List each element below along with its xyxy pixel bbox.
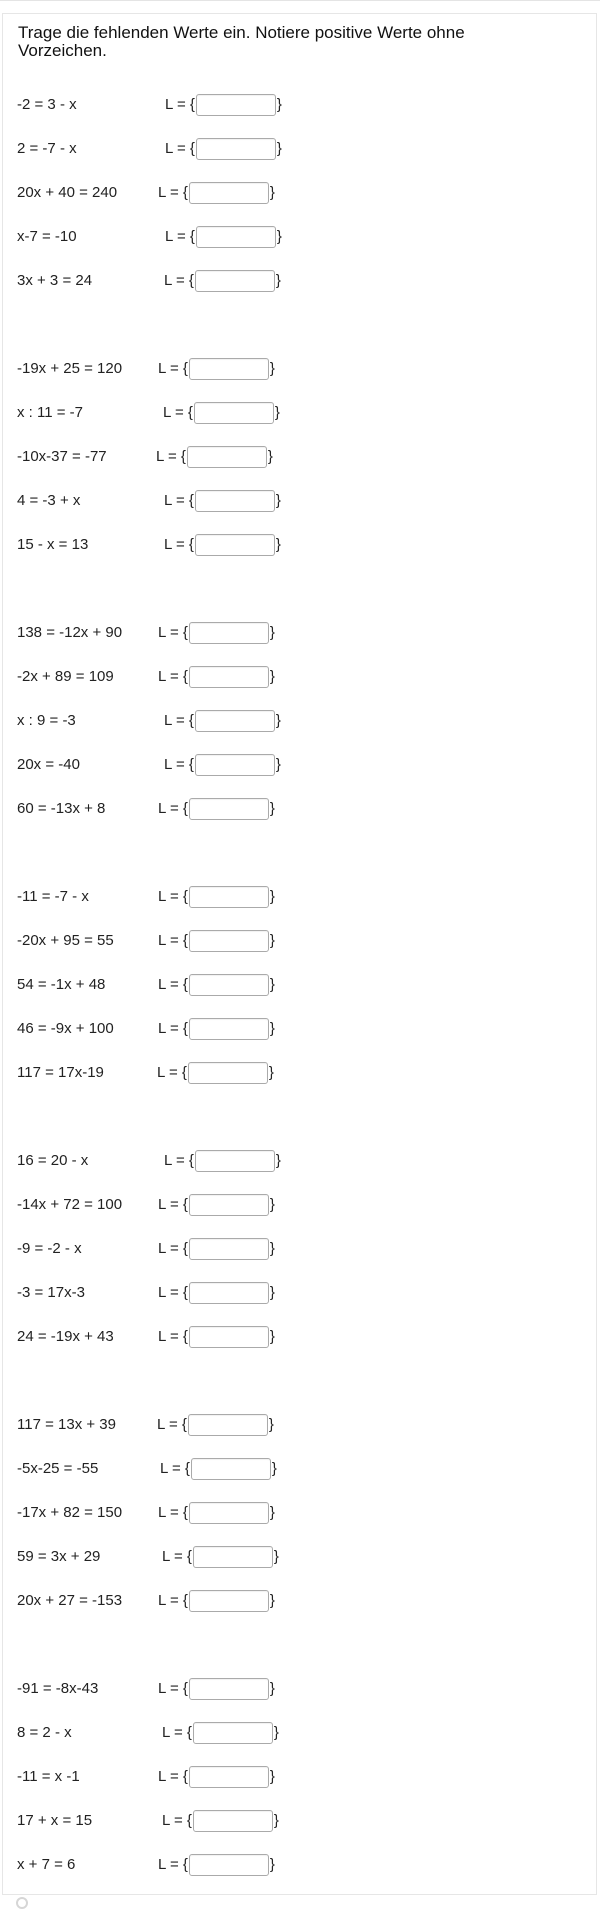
equation-text: 20x + 40 = 240 bbox=[17, 184, 118, 201]
solution-set bbox=[162, 1723, 279, 1743]
equation-row bbox=[0, 1014, 600, 1044]
solution-set-close: } bbox=[269, 1856, 275, 1873]
equation-group bbox=[0, 1, 600, 289]
solution-set-close: } bbox=[269, 888, 275, 905]
equation-text: 117 = 13x + 39 bbox=[17, 1416, 116, 1433]
equation-text: 20x = -40 bbox=[17, 756, 80, 773]
solution-set-close: } bbox=[275, 536, 281, 553]
solution-set-label: L = { bbox=[157, 1064, 187, 1081]
equation-text: -9 = -2 - x bbox=[17, 1240, 82, 1257]
solution-set-label: L = { bbox=[158, 1504, 188, 1521]
solution-set bbox=[165, 139, 282, 159]
solution-set-label: L = { bbox=[158, 184, 188, 201]
solution-set bbox=[158, 975, 275, 995]
equation-text: 138 = -12x + 90 bbox=[17, 624, 123, 641]
answer-input[interactable] bbox=[189, 666, 269, 688]
equation-row bbox=[0, 1278, 600, 1308]
equation-row bbox=[0, 618, 600, 648]
equation-text: -17x + 82 = 150 bbox=[17, 1504, 123, 1521]
equation-text: -10x-37 = -77 bbox=[17, 448, 107, 465]
solution-set-close: } bbox=[269, 1592, 275, 1609]
solution-set-close: } bbox=[276, 228, 282, 245]
solution-set-label: L = { bbox=[158, 888, 188, 905]
answer-input[interactable] bbox=[189, 1854, 269, 1876]
equation-text: 4 = -3 + x bbox=[17, 492, 81, 509]
equation-row bbox=[0, 1190, 600, 1220]
equation-text: -20x + 95 = 55 bbox=[17, 932, 114, 949]
solution-set-label: L = { bbox=[165, 140, 195, 157]
solution-set bbox=[160, 1459, 277, 1479]
answer-input[interactable] bbox=[189, 1238, 269, 1260]
equation-row bbox=[0, 662, 600, 692]
answer-input[interactable] bbox=[191, 1458, 271, 1480]
solution-set-label: L = { bbox=[158, 360, 188, 377]
solution-set-label: L = { bbox=[158, 1768, 188, 1785]
solution-set-label: L = { bbox=[160, 1460, 190, 1477]
equation-row bbox=[0, 442, 600, 472]
equation-text: -5x-25 = -55 bbox=[17, 1460, 99, 1477]
solution-set-label: L = { bbox=[162, 1812, 192, 1829]
solution-set-close: } bbox=[276, 96, 282, 113]
solution-set-close: } bbox=[273, 1548, 279, 1565]
solution-set bbox=[158, 1195, 275, 1215]
solution-set-label: L = { bbox=[165, 96, 195, 113]
equation-text: -11 = -7 - x bbox=[17, 888, 89, 905]
equation-text: -19x + 25 = 120 bbox=[17, 360, 123, 377]
answer-input[interactable] bbox=[196, 226, 276, 248]
answer-input[interactable] bbox=[189, 182, 269, 204]
solution-set-label: L = { bbox=[158, 1592, 188, 1609]
solution-set-label: L = { bbox=[157, 1416, 187, 1433]
solution-set bbox=[158, 623, 275, 643]
equation-row bbox=[0, 1498, 600, 1528]
equation-row bbox=[0, 486, 600, 516]
solution-set bbox=[158, 887, 275, 907]
answer-input[interactable] bbox=[188, 1414, 268, 1436]
equation-group bbox=[0, 1321, 600, 1609]
equation-text: 20x + 27 = -153 bbox=[17, 1592, 123, 1609]
equation-row bbox=[0, 1146, 600, 1176]
solution-set bbox=[163, 403, 280, 423]
equation-row bbox=[0, 1850, 600, 1880]
solution-set-label: L = { bbox=[158, 1196, 188, 1213]
solution-set-close: } bbox=[269, 1504, 275, 1521]
page-corner-icon bbox=[16, 1897, 28, 1909]
solution-set-close: } bbox=[269, 1020, 275, 1037]
solution-set-label: L = { bbox=[158, 1020, 188, 1037]
solution-set-label: L = { bbox=[164, 272, 194, 289]
equation-row bbox=[0, 706, 600, 736]
solution-set bbox=[162, 1811, 279, 1831]
solution-set-label: L = { bbox=[158, 624, 188, 641]
equation-group bbox=[0, 265, 600, 553]
solution-set bbox=[157, 1415, 274, 1435]
answer-input[interactable] bbox=[195, 754, 275, 776]
equation-row bbox=[0, 134, 600, 164]
solution-set-close: } bbox=[275, 492, 281, 509]
equation-text: x-7 = -10 bbox=[17, 228, 77, 245]
equation-text: 54 = -1x + 48 bbox=[17, 976, 106, 993]
equation-text: -2 = 3 - x bbox=[17, 96, 77, 113]
solution-set bbox=[164, 711, 281, 731]
solution-set-close: } bbox=[269, 1328, 275, 1345]
equation-text: 17 + x = 15 bbox=[17, 1812, 93, 1829]
solution-set-label: L = { bbox=[158, 1240, 188, 1257]
solution-set-close: } bbox=[267, 448, 273, 465]
answer-input[interactable] bbox=[194, 402, 274, 424]
solution-set bbox=[164, 1151, 281, 1171]
equation-row bbox=[0, 1454, 600, 1484]
solution-set-close: } bbox=[273, 1812, 279, 1829]
equation-group bbox=[0, 1057, 600, 1345]
solution-set bbox=[165, 227, 282, 247]
equation-text: 24 = -19x + 43 bbox=[17, 1328, 114, 1345]
solution-set-label: L = { bbox=[158, 1284, 188, 1301]
solution-set bbox=[158, 1679, 275, 1699]
answer-input[interactable] bbox=[189, 974, 269, 996]
equation-row bbox=[0, 1410, 600, 1440]
solution-set-label: L = { bbox=[156, 448, 186, 465]
equation-row bbox=[0, 398, 600, 428]
solution-set bbox=[156, 447, 273, 467]
solution-set-close: } bbox=[269, 976, 275, 993]
solution-set-label: L = { bbox=[158, 1680, 188, 1697]
equation-row bbox=[0, 1762, 600, 1792]
solution-set-close: } bbox=[269, 1768, 275, 1785]
solution-set-label: L = { bbox=[164, 1152, 194, 1169]
answer-input[interactable] bbox=[196, 138, 276, 160]
solution-set-close: } bbox=[268, 1416, 274, 1433]
answer-input[interactable] bbox=[187, 446, 267, 468]
solution-set-close: } bbox=[269, 184, 275, 201]
answer-input[interactable] bbox=[189, 886, 269, 908]
answer-input[interactable] bbox=[195, 490, 275, 512]
equation-text: 46 = -9x + 100 bbox=[17, 1020, 114, 1037]
solution-set-label: L = { bbox=[164, 536, 194, 553]
equation-group bbox=[0, 793, 600, 1081]
solution-set-close: } bbox=[269, 1240, 275, 1257]
equation-text: -3 = 17x-3 bbox=[17, 1284, 85, 1301]
solution-set-close: } bbox=[269, 668, 275, 685]
answer-input[interactable] bbox=[189, 1766, 269, 1788]
solution-set-close: } bbox=[269, 1284, 275, 1301]
solution-set bbox=[158, 1855, 275, 1875]
answer-input[interactable] bbox=[193, 1722, 273, 1744]
equation-row bbox=[0, 1234, 600, 1264]
solution-set-label: L = { bbox=[163, 404, 193, 421]
equation-text: 3x + 3 = 24 bbox=[17, 272, 93, 289]
equation-text: 8 = 2 - x bbox=[17, 1724, 72, 1741]
solution-set bbox=[158, 1239, 275, 1259]
equation-text: 15 - x = 13 bbox=[17, 536, 89, 553]
solution-set-close: } bbox=[269, 932, 275, 949]
solution-set-close: } bbox=[274, 404, 280, 421]
solution-set bbox=[164, 491, 281, 511]
answer-input[interactable] bbox=[189, 930, 269, 952]
answer-input[interactable] bbox=[189, 1502, 269, 1524]
solution-set-close: } bbox=[271, 1460, 277, 1477]
solution-set-close: } bbox=[269, 1196, 275, 1213]
solution-set-label: L = { bbox=[158, 668, 188, 685]
instruction-text: Trage die fehlenden Werte ein. Notiere positive Werte ohne Vorzeichen. bbox=[18, 23, 465, 60]
solution-set-label: L = { bbox=[162, 1724, 192, 1741]
equation-text: -11 = x -1 bbox=[17, 1768, 80, 1785]
equation-text: -91 = -8x-43 bbox=[17, 1680, 99, 1697]
equation-text: -14x + 72 = 100 bbox=[17, 1196, 123, 1213]
equation-row bbox=[0, 970, 600, 1000]
answer-input[interactable] bbox=[193, 1810, 273, 1832]
solution-set-close: } bbox=[276, 140, 282, 157]
solution-set bbox=[158, 1019, 275, 1039]
solution-set bbox=[164, 755, 281, 775]
solution-set bbox=[158, 359, 275, 379]
answer-input[interactable] bbox=[195, 710, 275, 732]
solution-set-label: L = { bbox=[165, 228, 195, 245]
equation-row bbox=[0, 354, 600, 384]
answer-input[interactable] bbox=[189, 1282, 269, 1304]
solution-set bbox=[158, 1503, 275, 1523]
equation-text: 60 = -13x + 8 bbox=[17, 800, 106, 817]
equation-text: x : 9 = -3 bbox=[17, 712, 76, 729]
solution-set-close: } bbox=[275, 1152, 281, 1169]
equation-row bbox=[0, 1806, 600, 1836]
equation-row bbox=[0, 750, 600, 780]
equation-row bbox=[0, 1718, 600, 1748]
solution-set-close: } bbox=[268, 1064, 274, 1081]
answer-input[interactable] bbox=[189, 622, 269, 644]
solution-set-label: L = { bbox=[164, 492, 194, 509]
equation-text: x : 11 = -7 bbox=[17, 404, 84, 421]
equation-text: 59 = 3x + 29 bbox=[17, 1548, 101, 1565]
solution-set-label: L = { bbox=[158, 1856, 188, 1873]
equation-text: x + 7 = 6 bbox=[17, 1856, 76, 1873]
solution-set-close: } bbox=[275, 272, 281, 289]
equation-text: -2x + 89 = 109 bbox=[17, 668, 114, 685]
equation-row bbox=[0, 90, 600, 120]
equation-text: 117 = 17x-19 bbox=[17, 1064, 104, 1081]
solution-set bbox=[158, 931, 275, 951]
equation-row bbox=[0, 1674, 600, 1704]
solution-set-close: } bbox=[269, 800, 275, 817]
solution-set-label: L = { bbox=[158, 932, 188, 949]
equation-group bbox=[0, 1585, 600, 1873]
solution-set bbox=[158, 667, 275, 687]
answer-input[interactable] bbox=[189, 1194, 269, 1216]
equation-text: 2 = -7 - x bbox=[17, 140, 77, 157]
answer-input[interactable] bbox=[189, 1678, 269, 1700]
solution-set-label: L = { bbox=[162, 1548, 192, 1565]
solution-set-label: L = { bbox=[158, 800, 188, 817]
solution-set-label: L = { bbox=[164, 756, 194, 773]
answer-input[interactable] bbox=[195, 1150, 275, 1172]
answer-input[interactable] bbox=[189, 1018, 269, 1040]
equation-row bbox=[0, 178, 600, 208]
solution-set bbox=[158, 1283, 275, 1303]
solution-set-label: L = { bbox=[158, 1328, 188, 1345]
solution-set-close: } bbox=[269, 360, 275, 377]
equation-group bbox=[0, 529, 600, 817]
solution-set-close: } bbox=[269, 1680, 275, 1697]
answer-input[interactable] bbox=[193, 1546, 273, 1568]
solution-set bbox=[158, 183, 275, 203]
equation-text: 16 = 20 - x bbox=[17, 1152, 89, 1169]
equation-row bbox=[0, 222, 600, 252]
solution-set bbox=[165, 95, 282, 115]
solution-set bbox=[162, 1547, 279, 1567]
solution-set-close: } bbox=[275, 756, 281, 773]
solution-set-label: L = { bbox=[164, 712, 194, 729]
solution-set bbox=[158, 1767, 275, 1787]
answer-input[interactable] bbox=[189, 358, 269, 380]
answer-input[interactable] bbox=[196, 94, 276, 116]
solution-set-close: } bbox=[275, 712, 281, 729]
equation-row bbox=[0, 926, 600, 956]
equation-row bbox=[0, 1542, 600, 1572]
solution-set-label: L = { bbox=[158, 976, 188, 993]
solution-set-close: } bbox=[269, 624, 275, 641]
equation-row bbox=[0, 882, 600, 912]
solution-set-close: } bbox=[273, 1724, 279, 1741]
